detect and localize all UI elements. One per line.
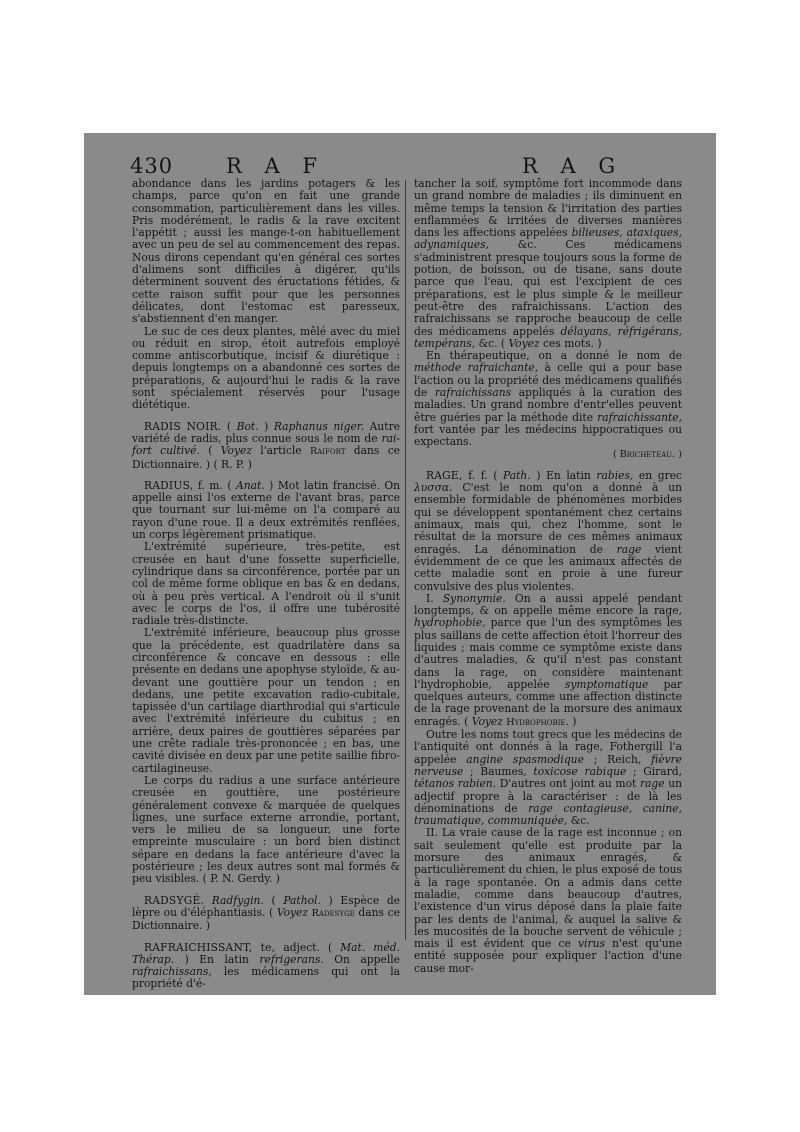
running-head-right: R A G (522, 154, 624, 178)
section-title: Synonymie. (442, 591, 506, 605)
entry-rafraichissant: RAFRAICHISSANT, te, adject. ( Mat. méd. Thérap. ) En latin refrigerans. On appelle rafraichissans, les médicamens qui ont la propriété d'é- (132, 940, 400, 991)
cross-reference: Voyez (471, 714, 503, 728)
paragraph: Outre les noms tout grecs que les médecins de l'antiquité ont donnés à la rage, Fothergill l'a appelée angine spasmodique ; Reich, fièvre nerveuse ; Baumes, toxicose rabique ; Girard, tétanos rabien. D'autres ont joint au mot rage un adjectif propre à la caractériser : de là les dénominations de rage contagieuse, canine, traumatique, communiquée, &c. (414, 728, 682, 828)
reference-word: Hydrophobie (506, 716, 566, 728)
latin-name: Raphanus niger. (273, 419, 365, 433)
running-head-left: R A F (226, 154, 325, 178)
headword: RADSYGÉ. (144, 893, 205, 907)
reference-word: Raifort (309, 446, 346, 458)
section-synonymie: I. Synonymie. On a aussi appelé pendant longtemps, & on appelle même encore la rage, hydrophobie, parce que l'un des symptômes les plus saillans de cette affection étoit l'horreur des liquides ; mais comme ce symptôme existe dans d'autres maladies, & qu'il n'est pas constant dans la rage, on considère maintenant l'hydrophobie, appelée symptomatique par quelques auteurs, comme une affection distincte de la rage provenant de la morsure des animaux enragés. ( Voyez Hydrophobie. ) (414, 591, 682, 728)
page-header (130, 154, 686, 176)
paragraph: En thérapeutique, on a donné le nom de méthode rafraichante, à celle qui a pour base l'action ou la propriété des médicamens qualifiés de rafraichissans appliqués à la curation des maladies. Un grand nombre d'entr'elles peuvent être guéries par la méthode dite rafraichissante, fort vantée par les médecins hippocratiques ou expectans. (414, 349, 682, 449)
abbreviation: Pathol. (283, 893, 321, 907)
paragraph: Le corps du radius a une surface antérieure creusée en gouttière, une postérieure généralement convexe & marquée de quelques lignes, une surface externe arrondie, portant, vers le milieu de sa longueur, une forte empreinte musculaire : un bord bien distinct sépare en dedans la face antérieure d'avec la postérieure ; les deux autres sont mal formés & peu visibles. ( P. N. Gerdy. ) (132, 773, 400, 886)
paragraph: L'extrémité inférieure, beaucoup plus grosse que la précédente, est quadrilatère dans sa circonférence & concave en dessous : elle présente en dedans une apophyse styloïde, & au-devant une gouttière pour un tendon ; en dedans, une petite excavation radio-cubitale, tapissée d'un cartilage diarthrodial qui s'articule avec l'extrémité inférieure du cubitus ; en arrière, deux paires de gouttières séparées par une crête radiale très-prononcée ; en bas, une cavité divisée en deux par une petite saillie fibro-cartilagineuse. (132, 626, 400, 775)
section-cause: II. La vraie cause de la rage est inconnue ; on sait seulement qu'elle est produite par la morsure des animaux enragés, & particulièrement du chien, le plus exposé de tous à la rage spontanée. On a admis dans cette maladie, comme dans beaucoup d'autres, l'existence d'un virus déposé dans la plaie faite par les dents de l'animal, & auquel la salive & les mucosités de la bouche servent de véhicule ; mais il est évident que ce virus n'est qu'une entité supposée pour expliquer l'action d'une cause mor- (414, 826, 683, 975)
abbreviation: Path. (503, 468, 531, 482)
cross-reference: Voyez (508, 336, 540, 350)
entry-rage: RAGE, f. f. ( Path. ) En latin rabies, en grec λυσσα. C'est le nom qu'on a donné à un ensemble formidable de phénomènes morbides qui se développent spontanément chez certains animaux, mais qui, chez l'homme, sont le résultat de la morsure de ces mêmes animaux enragés. La dénomination de rage vient évidemment de ce que les animaux affectés de cette maladie sont en proie à une fureur convulsive des plus violentes. (414, 468, 683, 593)
paragraph: tancher la soif, symptôme fort incommode dans un grand nombre de maladies ; ils diminuent en même temps la tension & l'irritation des parties enflammées & irritées de diverses manières dans les affections appelées bilieuses, ataxiques, adynamiques, &c. Ces médicamens s'administrent presque toujours sous la forme de potion, de boisson, ou de tisane, sans doute parce que l'eau, qui est l'excipient de ces préparations, est le plus simple & le meilleur peut-être des rafraichissans. L'action des rafraichissans se rapproche beaucoup de celle des médicamens appelés délayans, réfrigérans, tempérans, &c. ( Voyez ces mots. ) (414, 177, 683, 350)
abbreviation: Anat. (236, 478, 265, 492)
column-divider (405, 180, 406, 940)
entry-radsyge: RADSYGÉ. Radfygin. ( Pathol. ) Espèce de lèpre ou d'éléphantiasis. ( Voyez Radesyge dans ce Dictionnaire. ) (132, 893, 401, 933)
author-signature: ( Bricheteau. ) (612, 448, 682, 460)
headword: RAGE, (426, 468, 463, 482)
paragraph: Le suc de ces deux plantes, mêlé avec du miel ou réduit en sirop, étoit autrefois employé comme antiscorbutique, incisif & diurétique : depuis longtemps on a abandonné ces sortes de préparations, & aujourd'hui le radis & la rave sont spécialement réservés pour l'usage diététique. (132, 324, 400, 412)
left-column (132, 177, 401, 991)
paragraph: abondance dans les jardins potagers & les champs, parce qu'on en fait une grande consommation, particulièrement dans les villes. Pris modérément, le radis & la rave excitent l'appétit ; aussi les mange-t-on habituellement avec un peu de sel au commencement des repas. Nous dirons cependant qu'en général ces sortes d'alimens sont difficiles à digérer, qu'ils déterminent souvent des éructations fétides, & cette raison suffit pour que les personnes délicates, dont l'estomac est paresseux, s'abstiennent d'en manger. (132, 177, 400, 326)
cross-reference: Voyez (220, 444, 252, 458)
latin-name: Radfygin. (211, 893, 264, 907)
abbreviation: Mat. méd. Thérap. (132, 940, 400, 966)
abbreviation: Bot. (236, 419, 259, 433)
cross-reference: Voyez (276, 905, 308, 919)
headword: RADIS NOIR. (144, 419, 222, 433)
right-column (414, 177, 683, 975)
headword: RADIUS, (144, 478, 194, 492)
greek-word: λυσσα. (414, 481, 453, 495)
paragraph: L'extrémité supérieure, très-petite, est creusée en haut d'une fossette superficielle, cylindrique dans sa circonférence, portée par un col de même forme oblique en bas & en dedans, où à peu près vertical. A l'endroit où il s'unit avec le corps de l'os, il offre une tubérosité radiale très-distincte. (132, 540, 400, 628)
reference-word: Radesyge (311, 907, 355, 919)
entry-radius: RADIUS, f. m. ( Anat. ) Mot latin francisé. On appelle ainsi l'os externe de l'avant bras, parce que tournant sur lui-même on l'a comparé au rayon d'une roue. Il a deux extrémités renflées, un corps légèrement prismatique. (132, 478, 400, 542)
page-number: 430 (130, 154, 174, 178)
headword: RAFRAICHISSANT, te, (144, 940, 276, 954)
entry-radis-noir: RADIS NOIR. ( Bot. ) Raphanus niger. Autre variété de radis, plus connue sous le nom de rai-fort cultivé. ( Voyez l'article Raifort dans ce Dictionnaire. ) ( R. P. ) (132, 419, 401, 471)
